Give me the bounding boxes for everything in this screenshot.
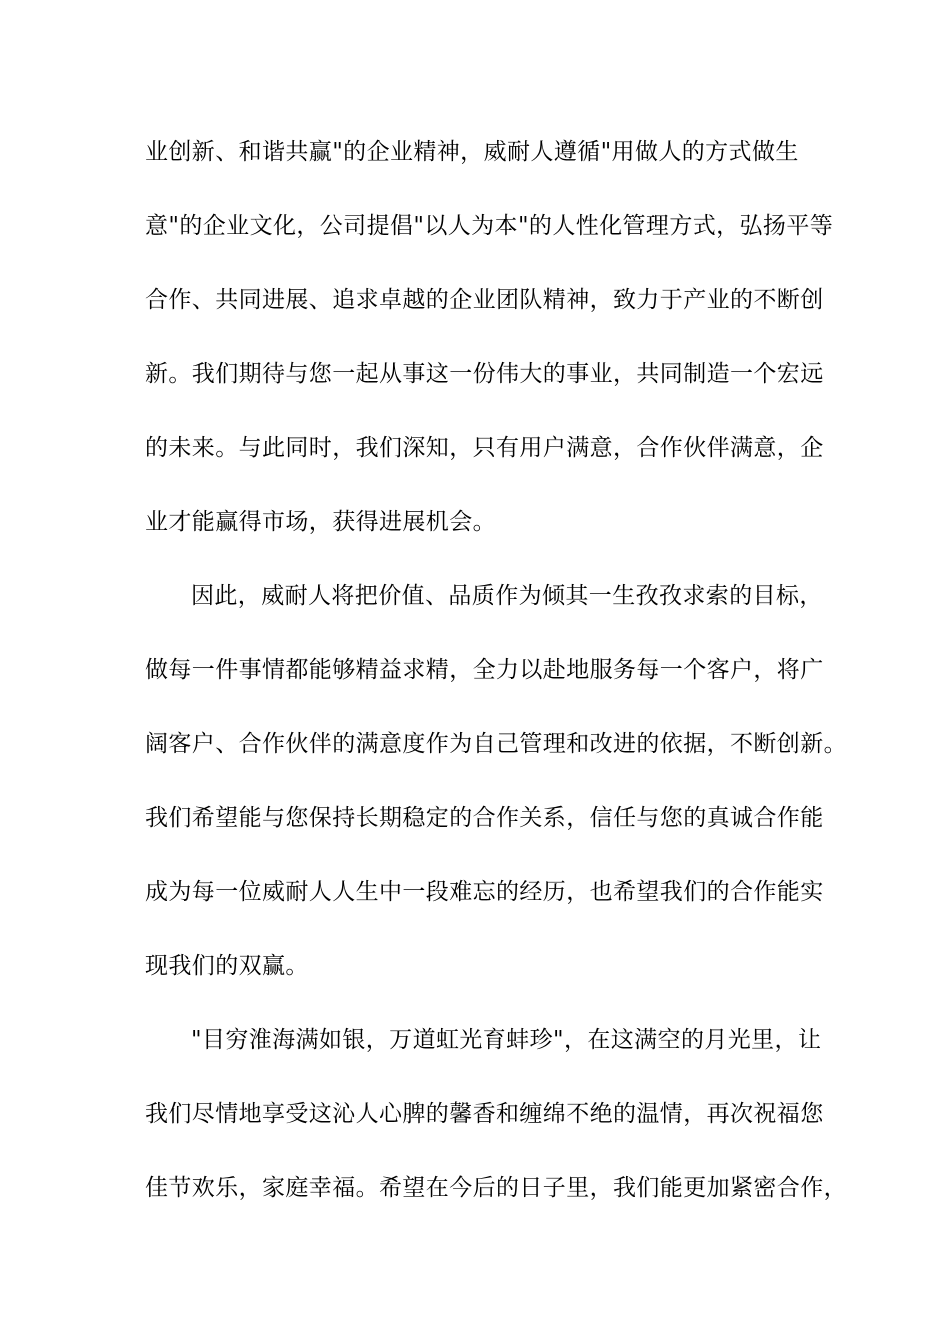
text-line: 新。我们期待与您一起从事这一份伟大的事业，共同制造一个宏远 [145,361,824,387]
text-line: 的未来。与此同时，我们深知，只有用户满意，合作伙伴满意，企 [145,435,824,461]
paragraph-start-line: 因此，威耐人将把价值、品质作为倾其一生孜孜求索的目标， [191,583,823,609]
paragraph-start-line: "目穷淮海满如银，万道虹光育蚌珍"，在这满空的月光里，让 [191,1027,822,1053]
text-line: 合作、共同进展、追求卓越的企业团队精神，致力于产业的不断创 [145,287,824,313]
text-line: 业创新、和谐共赢"的企业精神，威耐人遵循"用做人的方式做生 [145,139,799,165]
text-line: 成为每一位威耐人人生中一段难忘的经历，也希望我们的合作能实 [145,879,824,905]
body-text [145,130,847,1240]
text-line: 佳节欢乐，家庭幸福。希望在今后的日子里，我们能更加紧密合作， [145,1175,847,1201]
text-line: 我们希望能与您保持长期稳定的合作关系，信任与您的真诚合作能 [145,805,824,831]
text-line: 业才能赢得市场，获得进展机会。 [145,509,496,535]
text-line: 我们尽情地享受这沁人心脾的馨香和缠绵不绝的温情，再次祝福您 [145,1101,824,1127]
text-line: 做每一件事情都能够精益求精，全力以赴地服务每一个客户，将广 [145,657,824,683]
text-line: 现我们的双赢。 [145,953,309,979]
text-line: 意"的企业文化，公司提倡"以人为本"的人性化管理方式，弘扬平等 [145,213,834,239]
text-line: 阔客户、合作伙伴的满意度作为自己管理和改进的依据，不断创新。 [145,731,847,757]
